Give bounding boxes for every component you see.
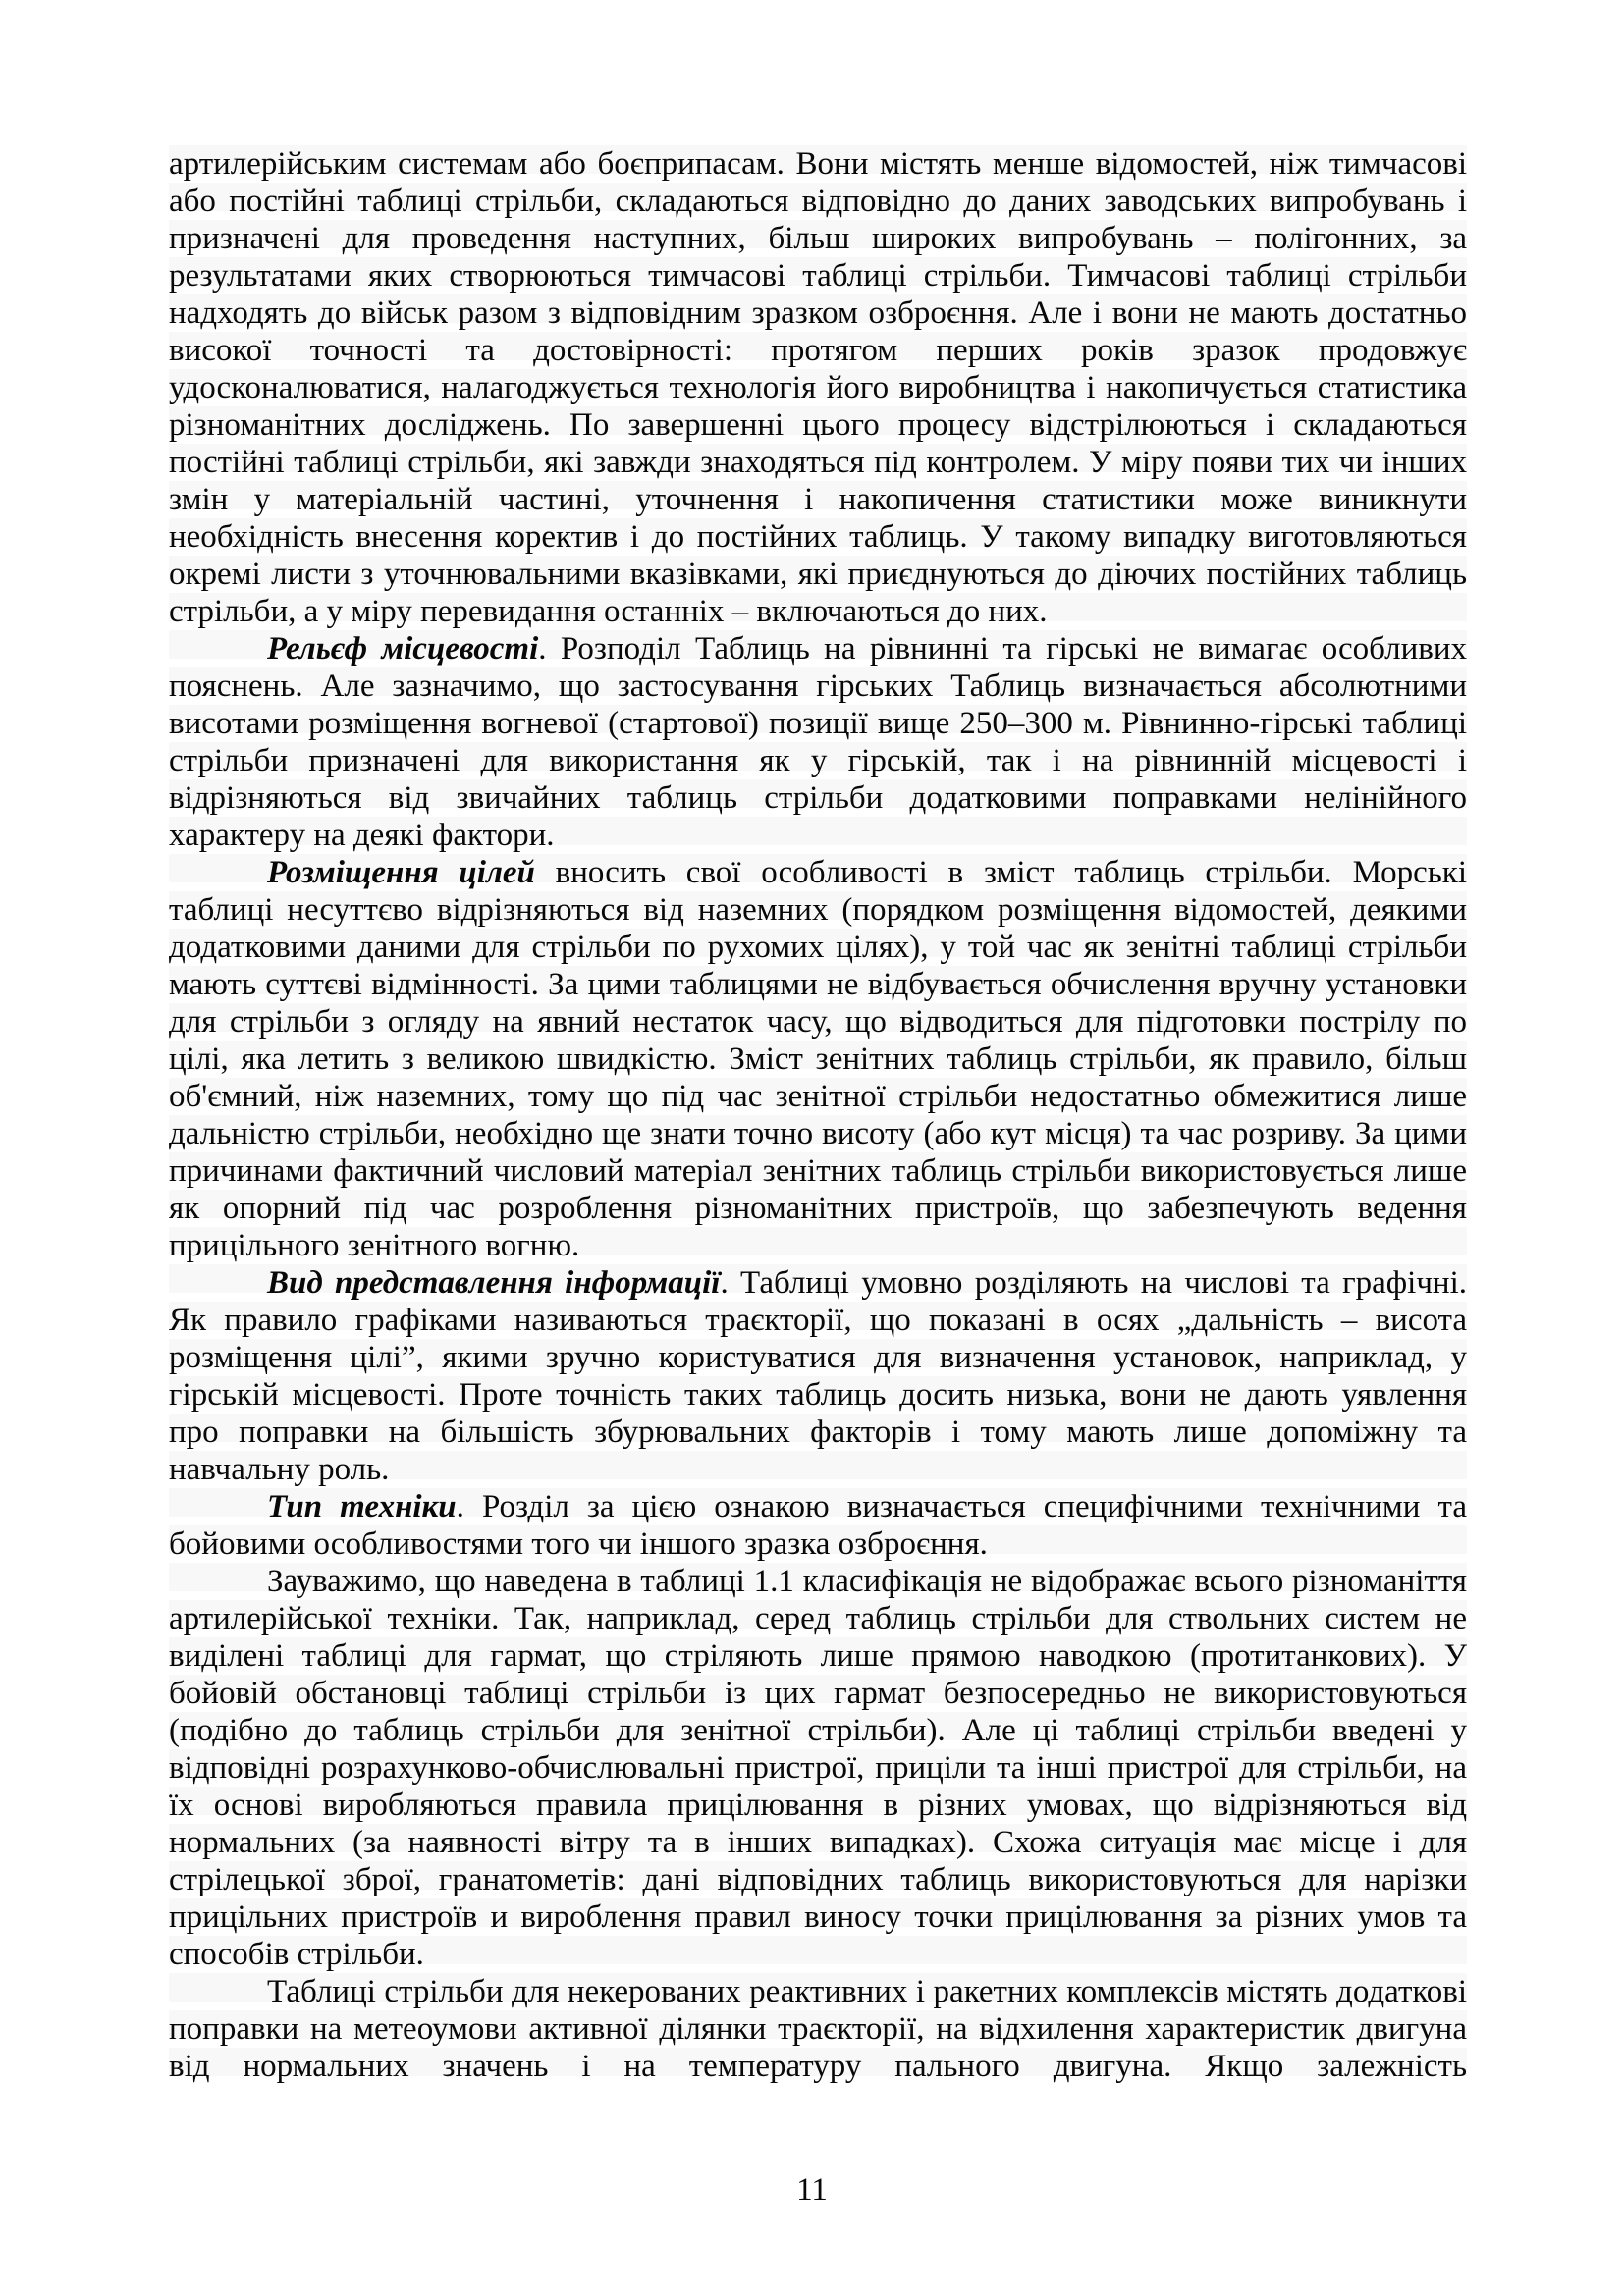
text-block <box>169 145 1467 2085</box>
paragraph-text: . Таблиці умовно розділяють на числові та графічні. Як правило графіками називаються траєкторії, що показані в осях „дальність – висота розміщення цілі”, якими зручно користуватися для визначення установок, наприклад, у гірській місцевості. Проте точність таких таблиць досить низька, вони не дають уявлення про поправки на більшість збурювальних факторів і тому мають лише допоміжну та навчальну роль. <box>169 1265 1467 1487</box>
body-paragraph <box>169 145 1467 630</box>
body-paragraph <box>169 630 1467 854</box>
body-paragraph <box>169 1264 1467 1488</box>
inline-heading-information-representation: Вид представлення інформації <box>267 1265 721 1301</box>
inline-heading-target-placement: Розміщення цілей <box>267 855 535 890</box>
paragraph-text: . Розділ за цією ознакою визначається специфічними технічними та бойовими особливостями того чи іншого зразка озброєння. <box>169 1489 1467 1562</box>
paragraph-text: . Розподіл Таблиць на рівнинні та гірські не вимагає особливих пояснень. Але зазначимо, що застосування гірських Таблиць визначається абсолютними висотами розміщення вогневої (стартової) позиції вище 250–300 м. Рівнинно-гірські таблиці стрільби призначені для використання як у гірській, так і на рівнинній місцевості і відрізняються від звичайних таблиць стрільби додатковими поправками нелінійного характеру на деякі фактори. <box>169 631 1468 853</box>
paragraph-text: артилерійським системам або боєприпасам. Вони містять менше відомостей, ніж тимчасові або постійні таблиці стрільби, складаються відповідно до даних заводських випробувань і призначені для проведення наступних, більш широких випробувань – полігонних, за результатами яких створюються тимчасові таблиці стрільби. Тимчасові таблиці стрільби надходять до військ разом з відповідним зразком озброєння. Але і вони не мають достатньо високої точності та достовірності: протягом перших років зразок продовжує удосконалюватися, налагоджується технологія його виробництва і накопичується статистика різноманітних досліджень. По завершенні цього процесу відстрілюються і складаються постійні таблиці стрільби, які завжди знаходяться під контролем. У міру появи тих чи інших змін у матеріальній частині, уточнення і накопичення статистики може виникнути необхідність внесення коректив і до постійних таблиць. У такому випадку виготовляються окремі листи з уточнювальними вказівками, які приєднуються до діючих постійних таблиць стрільби, а у міру перевидання останніх – включаються до них. <box>169 146 1467 629</box>
inline-heading-equipment-type: Тип техніки <box>267 1489 457 1524</box>
body-paragraph <box>169 1488 1467 1563</box>
inline-heading-relief-terrain: Рельєф місцевості <box>267 631 539 667</box>
body-paragraph <box>169 1973 1467 2085</box>
body-paragraph <box>169 1563 1467 1973</box>
paragraph-text: Зауважимо, що наведена в таблиці 1.1 класифікація не відображає всього різноманіття артилерійської техніки. Так, наприклад, серед таблиць стрільби для ствольних систем не виділені таблиці для гармат, що стріляють лише прямою наводкою (протитанкових). У бойовій обстановці таблиці стрільби із цих гармат безпосередньо не використовуються (подібно до таблиць стрільби для зенітної стрільби). Але ці таблиці стрільби введені у відповідні розрахунково-обчислювальні пристрої, приціли та інші пристрої для стрільби, на їх основі виробляються правила прицілювання в різних умовах, що відрізняються від нормальних (за наявності вітру та в інших випадках). Схожа ситуація має місце і для стрілецької зброї, гранатометів: дані відповідних таблиць використовуються для нарізки прицільних пристроїв и вироблення правил виносу точки прицілювання за різних умов та способів стрільби. <box>169 1564 1467 1972</box>
paragraph-text: Таблиці стрільби для некерованих реактивних і ракетних комплексів містять додаткові поправки на метеоумови активної ділянки траєкторії, на відхилення характеристик двигуна від нормальних значень і на температуру пального двигуна. Якщо залежність <box>169 1974 1467 2084</box>
page-number: 11 <box>796 2172 828 2208</box>
paragraph-text: вносить свої особливості в зміст таблиць стрільби. Морські таблиці несуттєво відрізняються від наземних (порядком розміщення відомостей, деякими додатковими даними для стрільби по рухомих цілях), у той час як зенітні таблиці стрільби мають суттєві відмінності. За цими таблицями не відбувається обчислення вручну установки для стрільби з огляду на явний нестаток часу, що відводиться для підготовки пострілу по цілі, яка летить з великою швидкістю. Зміст зенітних таблиць стрільби, як правило, більш об'ємний, ніж наземних, тому що під час зенітної стрільби недостатньо обмежитися лише дальністю стрільби, необхідно ще знати точно висоту (або кут місця) та час розриву. За цими причинами фактичний числовий матеріал зенітних таблиць стрільби використовується лише як опорний під час розроблення різноманітних пристроїв, що забезпечують ведення прицільного зенітного вогню. <box>169 855 1467 1263</box>
body-paragraph <box>169 854 1467 1264</box>
